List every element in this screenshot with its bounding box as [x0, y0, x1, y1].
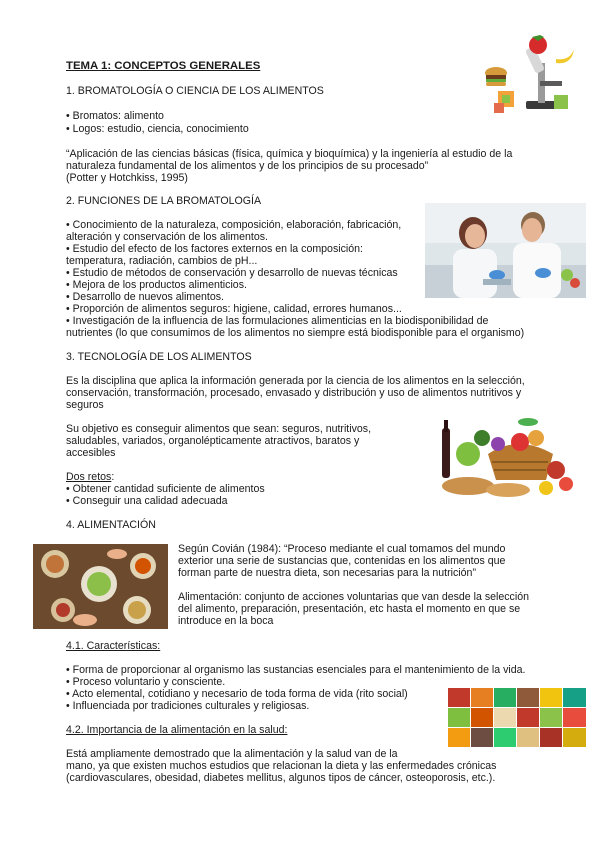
- retos-colon: :: [111, 471, 115, 483]
- covian-quote-line: exterior una serie de sustancias que, contenidas en los alimentos que: [178, 555, 506, 567]
- bullet: • Obtener cantidad suficiente de alimentos: [66, 483, 265, 495]
- food-basket-photo: [428, 414, 577, 500]
- section-4-heading: 4. ALIMENTACIÓN: [66, 519, 156, 531]
- importance-line: mano, ya que existen muchos estudios que relacionan la dieta y las enfermedades crónicas: [66, 760, 497, 772]
- list-item: • Proceso voluntario y consciente.: [66, 676, 226, 688]
- alimentacion-def-line: introduce en la boca: [178, 615, 274, 627]
- list-item: • Mejora de los productos alimenticios.: [66, 279, 247, 291]
- subsection-4-2-heading: 4.2. Importancia de la alimentación en la salud:: [66, 724, 288, 736]
- citation: (Potter y Hotchkiss, 1995): [66, 172, 188, 184]
- covian-quote-line: forman parte de nuestra dieta, son necesarias para la nutrición”: [178, 567, 476, 579]
- importance-line: (cardiovasculares, obesidad, diabetes mellitus, algunos tipos de cáncer, osteoporosis, etc.).: [66, 772, 496, 784]
- retos-label-text: Dos retos: [66, 471, 112, 483]
- section-2-heading: 2. FUNCIONES DE LA BROMATOLOGÍA: [66, 195, 262, 207]
- objective-line: accesibles: [66, 447, 116, 459]
- bullet: • Logos: estudio, ciencia, conocimiento: [66, 123, 249, 135]
- list-item: • Forma de proporcionar al organismo las sustancias esenciales para el mantenimiento de la vida.: [66, 664, 526, 676]
- list-item: • Influenciada por tradiciones culturales y religiosas.: [66, 700, 310, 712]
- definition-line: seguros: [66, 399, 104, 411]
- bullet: • Bromatos: alimento: [66, 110, 164, 122]
- quote-line: naturaleza fundamental de los alimentos y de los principios de su procesado”: [66, 160, 429, 172]
- bullet: • Conseguir una calidad adecuada: [66, 495, 228, 507]
- list-item: • Proporción de alimentos seguros: higiene, calidad, errores humanos...: [66, 303, 402, 315]
- lab-scientists-photo: [425, 203, 586, 298]
- list-item: • Estudio del efecto de los factores externos en la composición:: [66, 243, 363, 255]
- list-item: • Conocimiento de la naturaleza, composición, elaboración, fabricación,: [66, 219, 402, 231]
- list-item: • Acto elemental, cotidiano y necesario de toda forma de vida (rito social): [66, 688, 408, 700]
- shared-meal-photo: [33, 544, 168, 629]
- list-item: alteración y conservación de los alimentos.: [66, 231, 268, 243]
- section-3-heading: 3. TECNOLOGÍA DE LOS ALIMENTOS: [66, 351, 252, 363]
- section-1-heading: 1. BROMATOLOGÍA O CIENCIA DE LOS ALIMENTOS: [66, 85, 324, 97]
- list-item: • Desarrollo de nuevos alimentos.: [66, 291, 224, 303]
- definition-line: Es la disciplina que aplica la información generada por la ciencia de los alimentos en la selección,: [66, 375, 525, 387]
- objective-line: Su objetivo es conseguir alimentos que sean: seguros, nutritivos,: [66, 423, 372, 435]
- alimentacion-def-line: del alimento, preparación, presentación, etc hasta el momento en que se: [178, 603, 521, 615]
- covian-quote-line: Según Covián (1984): “Proceso mediante el cual tomamos del mundo: [178, 543, 506, 555]
- food-mosaic-photo: [448, 688, 586, 747]
- list-item: temperatura, radiación, cambios de pH...: [66, 255, 258, 267]
- microscope-food-illustration: [482, 33, 578, 119]
- objective-line: saludables, variados, organolépticamente atractivos, baratos y: [66, 435, 360, 447]
- page-title: TEMA 1: CONCEPTOS GENERALES: [66, 60, 261, 72]
- alimentacion-def-line: Alimentación: conjunto de acciones voluntarias que van desde la selección: [178, 591, 529, 603]
- list-item: nutrientes (lo que consumimos de los alimentos no siempre está biodisponible para el organismo): [66, 327, 525, 339]
- importance-line: Está ampliamente demostrado que la alimentación y la salud van de la: [66, 748, 398, 760]
- retos-label: [66, 471, 114, 483]
- definition-line: conservación, transformación, procesado, envasado y distribución y uso de alimentos nutritivos y: [66, 387, 522, 399]
- list-item: • Investigación de la influencia de las formulaciones alimenticias en la biodisponibilidad de: [66, 315, 489, 327]
- list-item: • Estudio de métodos de conservación y desarrollo de nuevas técnicas: [66, 267, 398, 279]
- subsection-4-1-heading: 4.1. Características:: [66, 640, 161, 652]
- quote-line: “Aplicación de las ciencias básicas (física, química y bioquímica) y la ingeniería al estudio de la: [66, 148, 513, 160]
